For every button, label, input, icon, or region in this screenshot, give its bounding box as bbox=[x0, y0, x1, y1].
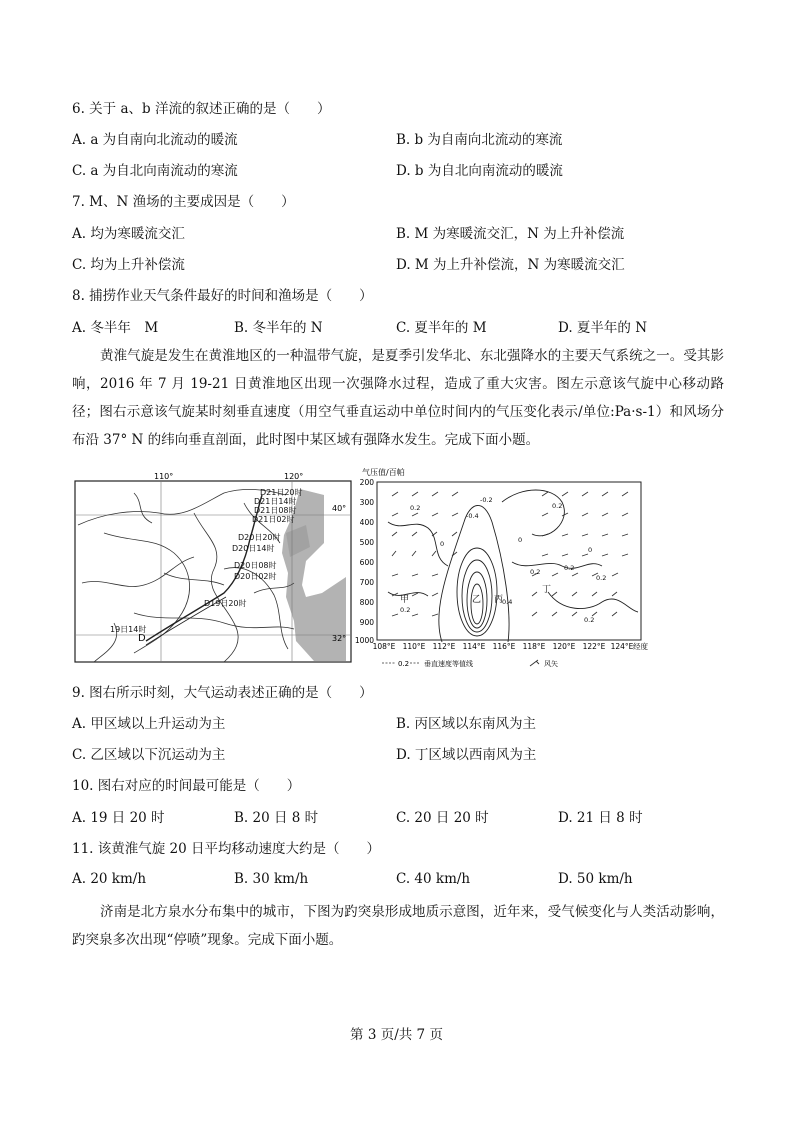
question-11-option-c: C. 40 km/h bbox=[396, 871, 471, 887]
x-tick-112: 112°E bbox=[432, 642, 456, 651]
lon-label-110: 110° bbox=[154, 473, 174, 481]
y-tick-700: 700 bbox=[359, 578, 374, 587]
track-point-start: D bbox=[138, 633, 146, 644]
track-point-21d20: D21日20时 bbox=[260, 488, 303, 497]
passage-huanghuai-cyclone: 黄淮气旋是发生在黄淮地区的一种温带气旋，是夏季引发华北、东北强降水的主要天气系统之一。受其影响，2016 年 7 月 19-21 日黄淮地区出现一次强降水过程，造成了重大灾害。图左示意该气旋中心移动路径；图右示意该气旋某时刻垂直速度（用空气垂直运动中单位时间内的气压变化表示/单位:Pa·s-1）和风场分布沿 37° N 的纬向垂直剖面，此时图中某区域有强降水发生。完成下面小题。 bbox=[72, 348, 724, 448]
question-9-option-d: D. 丁区域以西南风为主 bbox=[396, 747, 537, 763]
contour-label-13: 0.2 bbox=[584, 616, 595, 624]
question-11-option-a: A. 20 km/h bbox=[72, 871, 147, 887]
x-tick-120: 120°E bbox=[552, 642, 576, 651]
lon-label-120: 120° bbox=[284, 473, 304, 481]
question-8-option-d: D. 夏半年的 N bbox=[558, 320, 648, 336]
contour-label-7: 0 bbox=[588, 546, 593, 554]
y-tick-800: 800 bbox=[359, 598, 374, 607]
question-6-stem: 6. 关于 a、b 洋流的叙述正确的是（ ） bbox=[72, 101, 331, 117]
question-11-stem: 11. 该黄淮气旋 20 日平均移动速度大约是（ ） bbox=[72, 841, 381, 857]
track-point-20d14: D20日14时 bbox=[232, 544, 275, 553]
lat-label-32: 32° bbox=[332, 634, 347, 643]
cyclone-track-map bbox=[74, 473, 352, 663]
question-10-option-d: D. 21 日 8 时 bbox=[558, 810, 643, 826]
y-tick-300: 300 bbox=[359, 498, 374, 507]
x-tick-114: 114°E bbox=[462, 642, 486, 651]
question-8-stem: 8. 捕捞作业天气条件最好的时间和渔场是（ ） bbox=[72, 288, 373, 304]
contour-label-12: 0.4 bbox=[502, 598, 513, 606]
track-point-19d20: D19日20时 bbox=[204, 599, 247, 608]
contour-label-4: 0.2 bbox=[552, 502, 563, 510]
region-jia: 甲 bbox=[400, 595, 410, 605]
track-point-21d14: D21日14时 bbox=[254, 497, 297, 506]
lat-label-40: 40° bbox=[332, 504, 347, 513]
question-9-option-c: C. 乙区域以下沉运动为主 bbox=[72, 747, 226, 763]
contour-label-11: 0.2 bbox=[400, 606, 411, 614]
track-point-21d02: D21日02时 bbox=[252, 515, 295, 524]
track-point-19d14: 19日14时 bbox=[110, 625, 147, 634]
question-10-option-c: C. 20 日 20 时 bbox=[396, 810, 489, 826]
contour-label-6: 0 bbox=[518, 536, 523, 544]
legend-wind: 风矢 bbox=[544, 660, 558, 668]
question-10-option-b: B. 20 日 8 时 bbox=[234, 810, 319, 826]
question-9-stem: 9. 图右所示时刻，大气运动表述正确的是（ ） bbox=[72, 685, 373, 701]
track-point-20d20: D20日20时 bbox=[238, 533, 281, 542]
vertical-section-chart bbox=[352, 462, 652, 672]
question-10-stem: 10. 图右对应的时间最可能是（ ） bbox=[72, 778, 301, 794]
question-6-option-b: B. b 为自南向北流动的寒流 bbox=[396, 132, 563, 148]
region-yi: 乙 bbox=[472, 595, 482, 605]
section-ylabel: 气压值/百帕 bbox=[362, 468, 405, 477]
y-tick-500: 500 bbox=[359, 538, 374, 547]
y-tick-600: 600 bbox=[359, 558, 374, 567]
region-ding: 丁 bbox=[542, 585, 552, 595]
question-9-option-a: A. 甲区域以上升运动为主 bbox=[72, 716, 226, 732]
x-tick-118: 118°E bbox=[522, 642, 546, 651]
page-number-footer: 第 3 页/共 7 页 bbox=[350, 1027, 443, 1043]
question-6-option-c: C. a 为自北向南流动的寒流 bbox=[72, 163, 238, 179]
question-8-option-b: B. 冬半年的 N bbox=[234, 320, 323, 336]
x-tick-116: 116°E bbox=[492, 642, 516, 651]
track-point-20d08: D20日08时 bbox=[234, 561, 277, 570]
x-tick-108: 108°E bbox=[372, 642, 396, 651]
question-6-option-d: D. b 为自北向南流动的暖流 bbox=[396, 163, 563, 179]
question-7-stem: 7. M、N 渔场的主要成因是（ ） bbox=[72, 194, 295, 210]
legend-contour-sample: 0.2 bbox=[398, 660, 410, 668]
question-7-option-d: D. M 为上升补偿流，N 为寒暖流交汇 bbox=[396, 257, 625, 273]
question-11-option-b: B. 30 km/h bbox=[234, 871, 309, 887]
contour-label-1: -0.2 bbox=[480, 496, 493, 504]
question-7-option-a: A. 均为寒暖流交汇 bbox=[72, 226, 185, 242]
x-tick-122: 122°E bbox=[582, 642, 606, 651]
y-tick-1000: 1000 bbox=[354, 636, 374, 645]
y-tick-900: 900 bbox=[359, 618, 374, 627]
question-11-option-d: D. 50 km/h bbox=[558, 871, 633, 887]
contour-label-9: 0.2 bbox=[564, 564, 575, 572]
region-bing: 丙 bbox=[494, 595, 504, 605]
question-8-option-a: A. 冬半年 M bbox=[72, 320, 159, 336]
question-8-option-c: C. 夏半年的 M bbox=[396, 320, 487, 336]
wind-barb-icon bbox=[530, 660, 539, 666]
question-7-option-b: B. M 为寒暖流交汇，N 为上升补偿流 bbox=[396, 226, 625, 242]
track-point-20d02: D20日02时 bbox=[234, 572, 277, 581]
track-point-21d08: D21日08时 bbox=[254, 506, 297, 515]
contour-label-10: 0.2 bbox=[596, 574, 607, 582]
contour-label-2: -0.4 bbox=[466, 512, 479, 520]
section-xlabel: 经度 bbox=[633, 642, 648, 651]
question-7-option-c: C. 均为上升补偿流 bbox=[72, 257, 185, 273]
question-10-option-a: A. 19 日 20 时 bbox=[72, 810, 165, 826]
y-tick-200: 200 bbox=[359, 478, 374, 487]
contour-label-3: 0.2 bbox=[410, 504, 421, 512]
question-9-option-b: B. 丙区域以东南风为主 bbox=[396, 716, 537, 732]
question-6-option-a: A. a 为自南向北流动的暖流 bbox=[72, 132, 238, 148]
legend-contour: 垂直速度等值线 bbox=[424, 660, 473, 668]
passage-baotu-spring: 济南是北方泉水分布集中的城市，下图为趵突泉形成地质示意图，近年来，受气候变化与人类活动影响，趵突泉多次出现“停喷”现象。完成下面小题。 bbox=[72, 904, 724, 948]
contour-label-8: 0.2 bbox=[530, 568, 541, 576]
contour-label-5: 0 bbox=[440, 540, 445, 548]
y-tick-400: 400 bbox=[359, 518, 374, 527]
x-tick-110: 110°E bbox=[402, 642, 426, 651]
x-tick-124: 124°E bbox=[610, 642, 634, 651]
